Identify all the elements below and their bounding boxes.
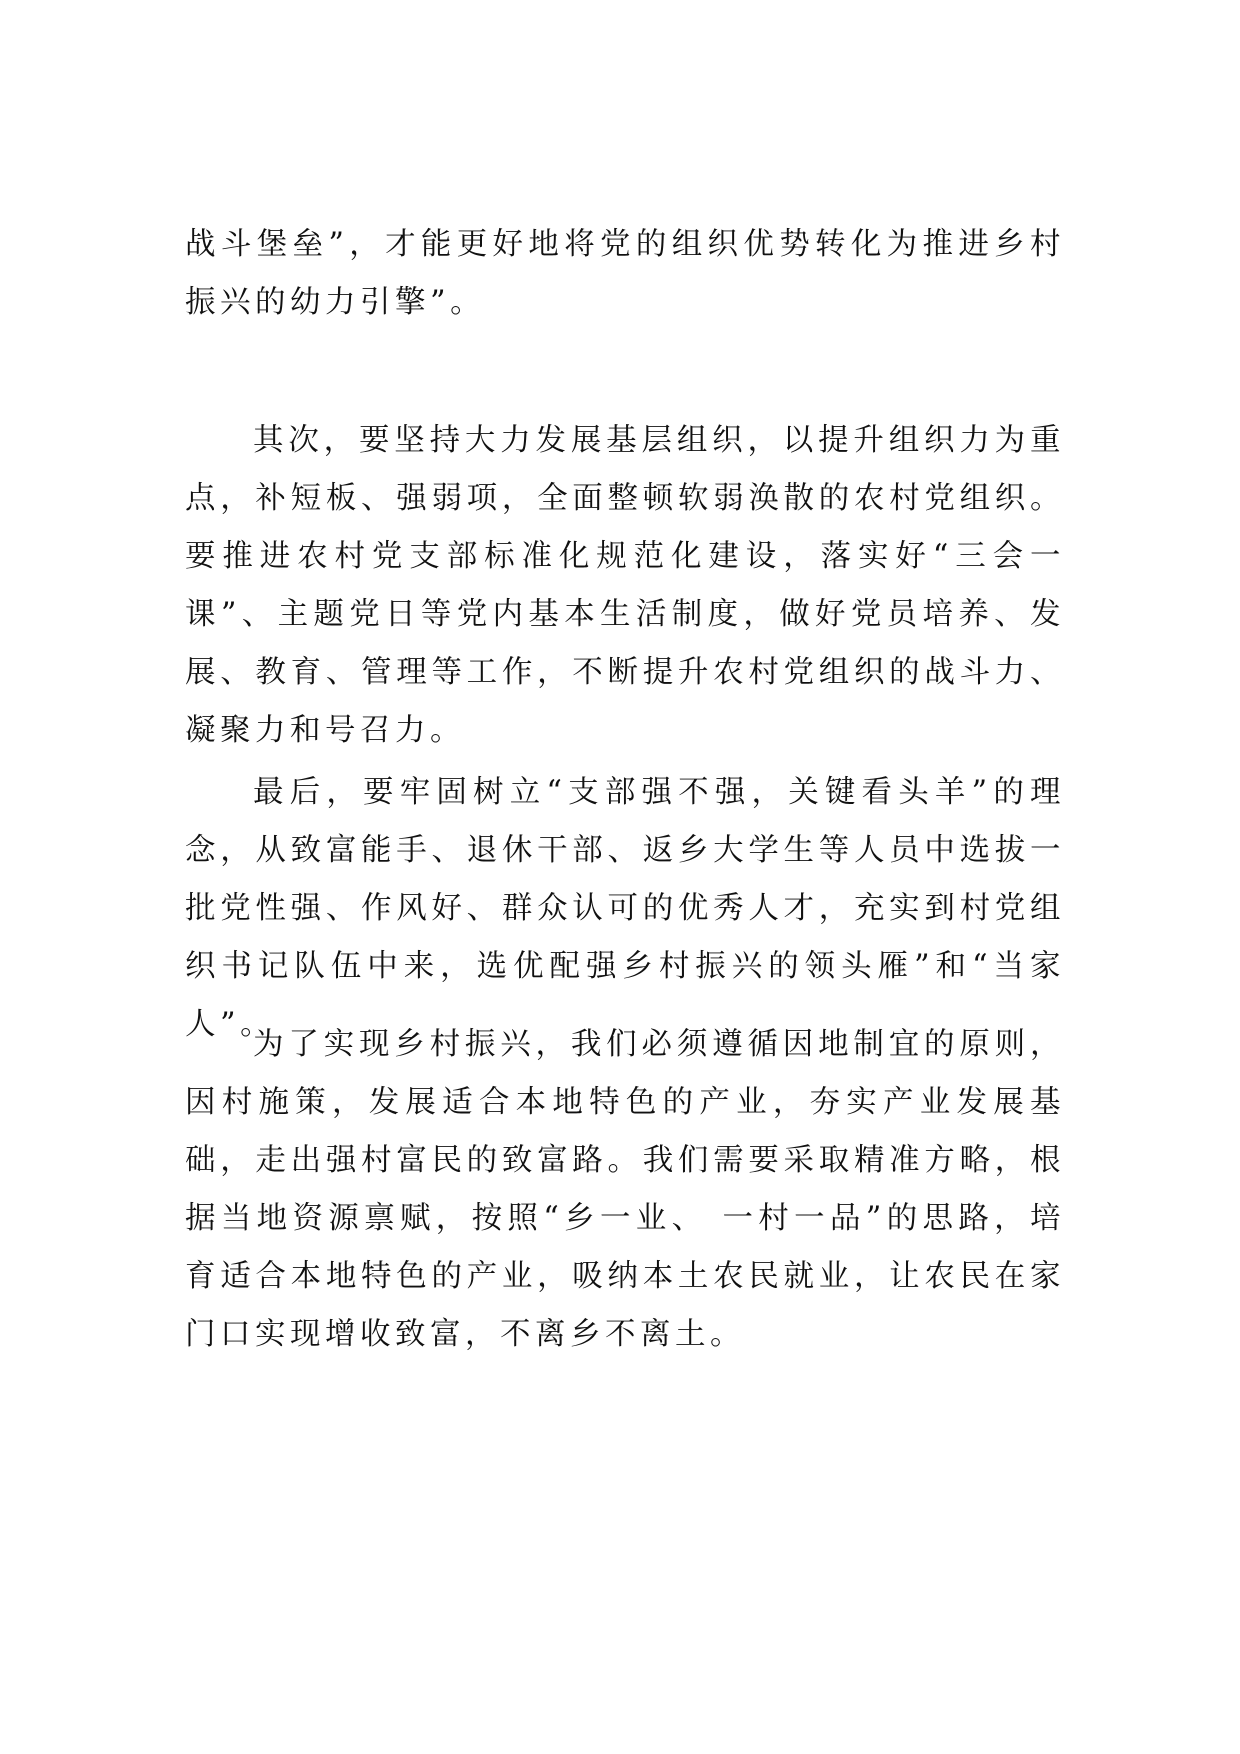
paragraph-local-industry: 为了实现乡村振兴，我们必须遵循因地制宜的原则，因村施策，发展适合本地特色的产业，夯实产业发展基础，走出强村富民的致富路。我们需要采取精准方略，根据当地资源禀赋，按照“乡一业、 一村一品”的思路，培育适合本地特色的产业，吸纳本土农民就业，让农民在家门口实现增收致富，不离乡不离土。 — [185, 1027, 1065, 1352]
paragraph-branch-leadership: 最后，要牢固树立“支部强不强，关键看头羊”的理念，从致富能手、退休干部、返乡大学生等人员中选拔一批党性强、作风好、群众认可的优秀人才，充实到村党组织书记队伍中来，选优配强乡村振兴的领头雁”和“当家人”。 — [185, 775, 1065, 1042]
paragraph-grassroots-organization: 其次，要坚持大力发展基层组织，以提升组织力为重点，补短板、强弱项，全面整顿软弱涣散的农村党组织。要推进农村党支部标准化规范化建设，落实好“三会一课”、主题党日等党内基本生活制度，做好党员培养、发展、教育、管理等工作，不断提升农村党组织的战斗力、凝聚力和号召力。 — [185, 423, 1065, 748]
paragraph-continuation: 战斗堡垒”，才能更好地将党的组织优势转化为推进乡村振兴的幼力引擎”。 — [185, 227, 1065, 320]
